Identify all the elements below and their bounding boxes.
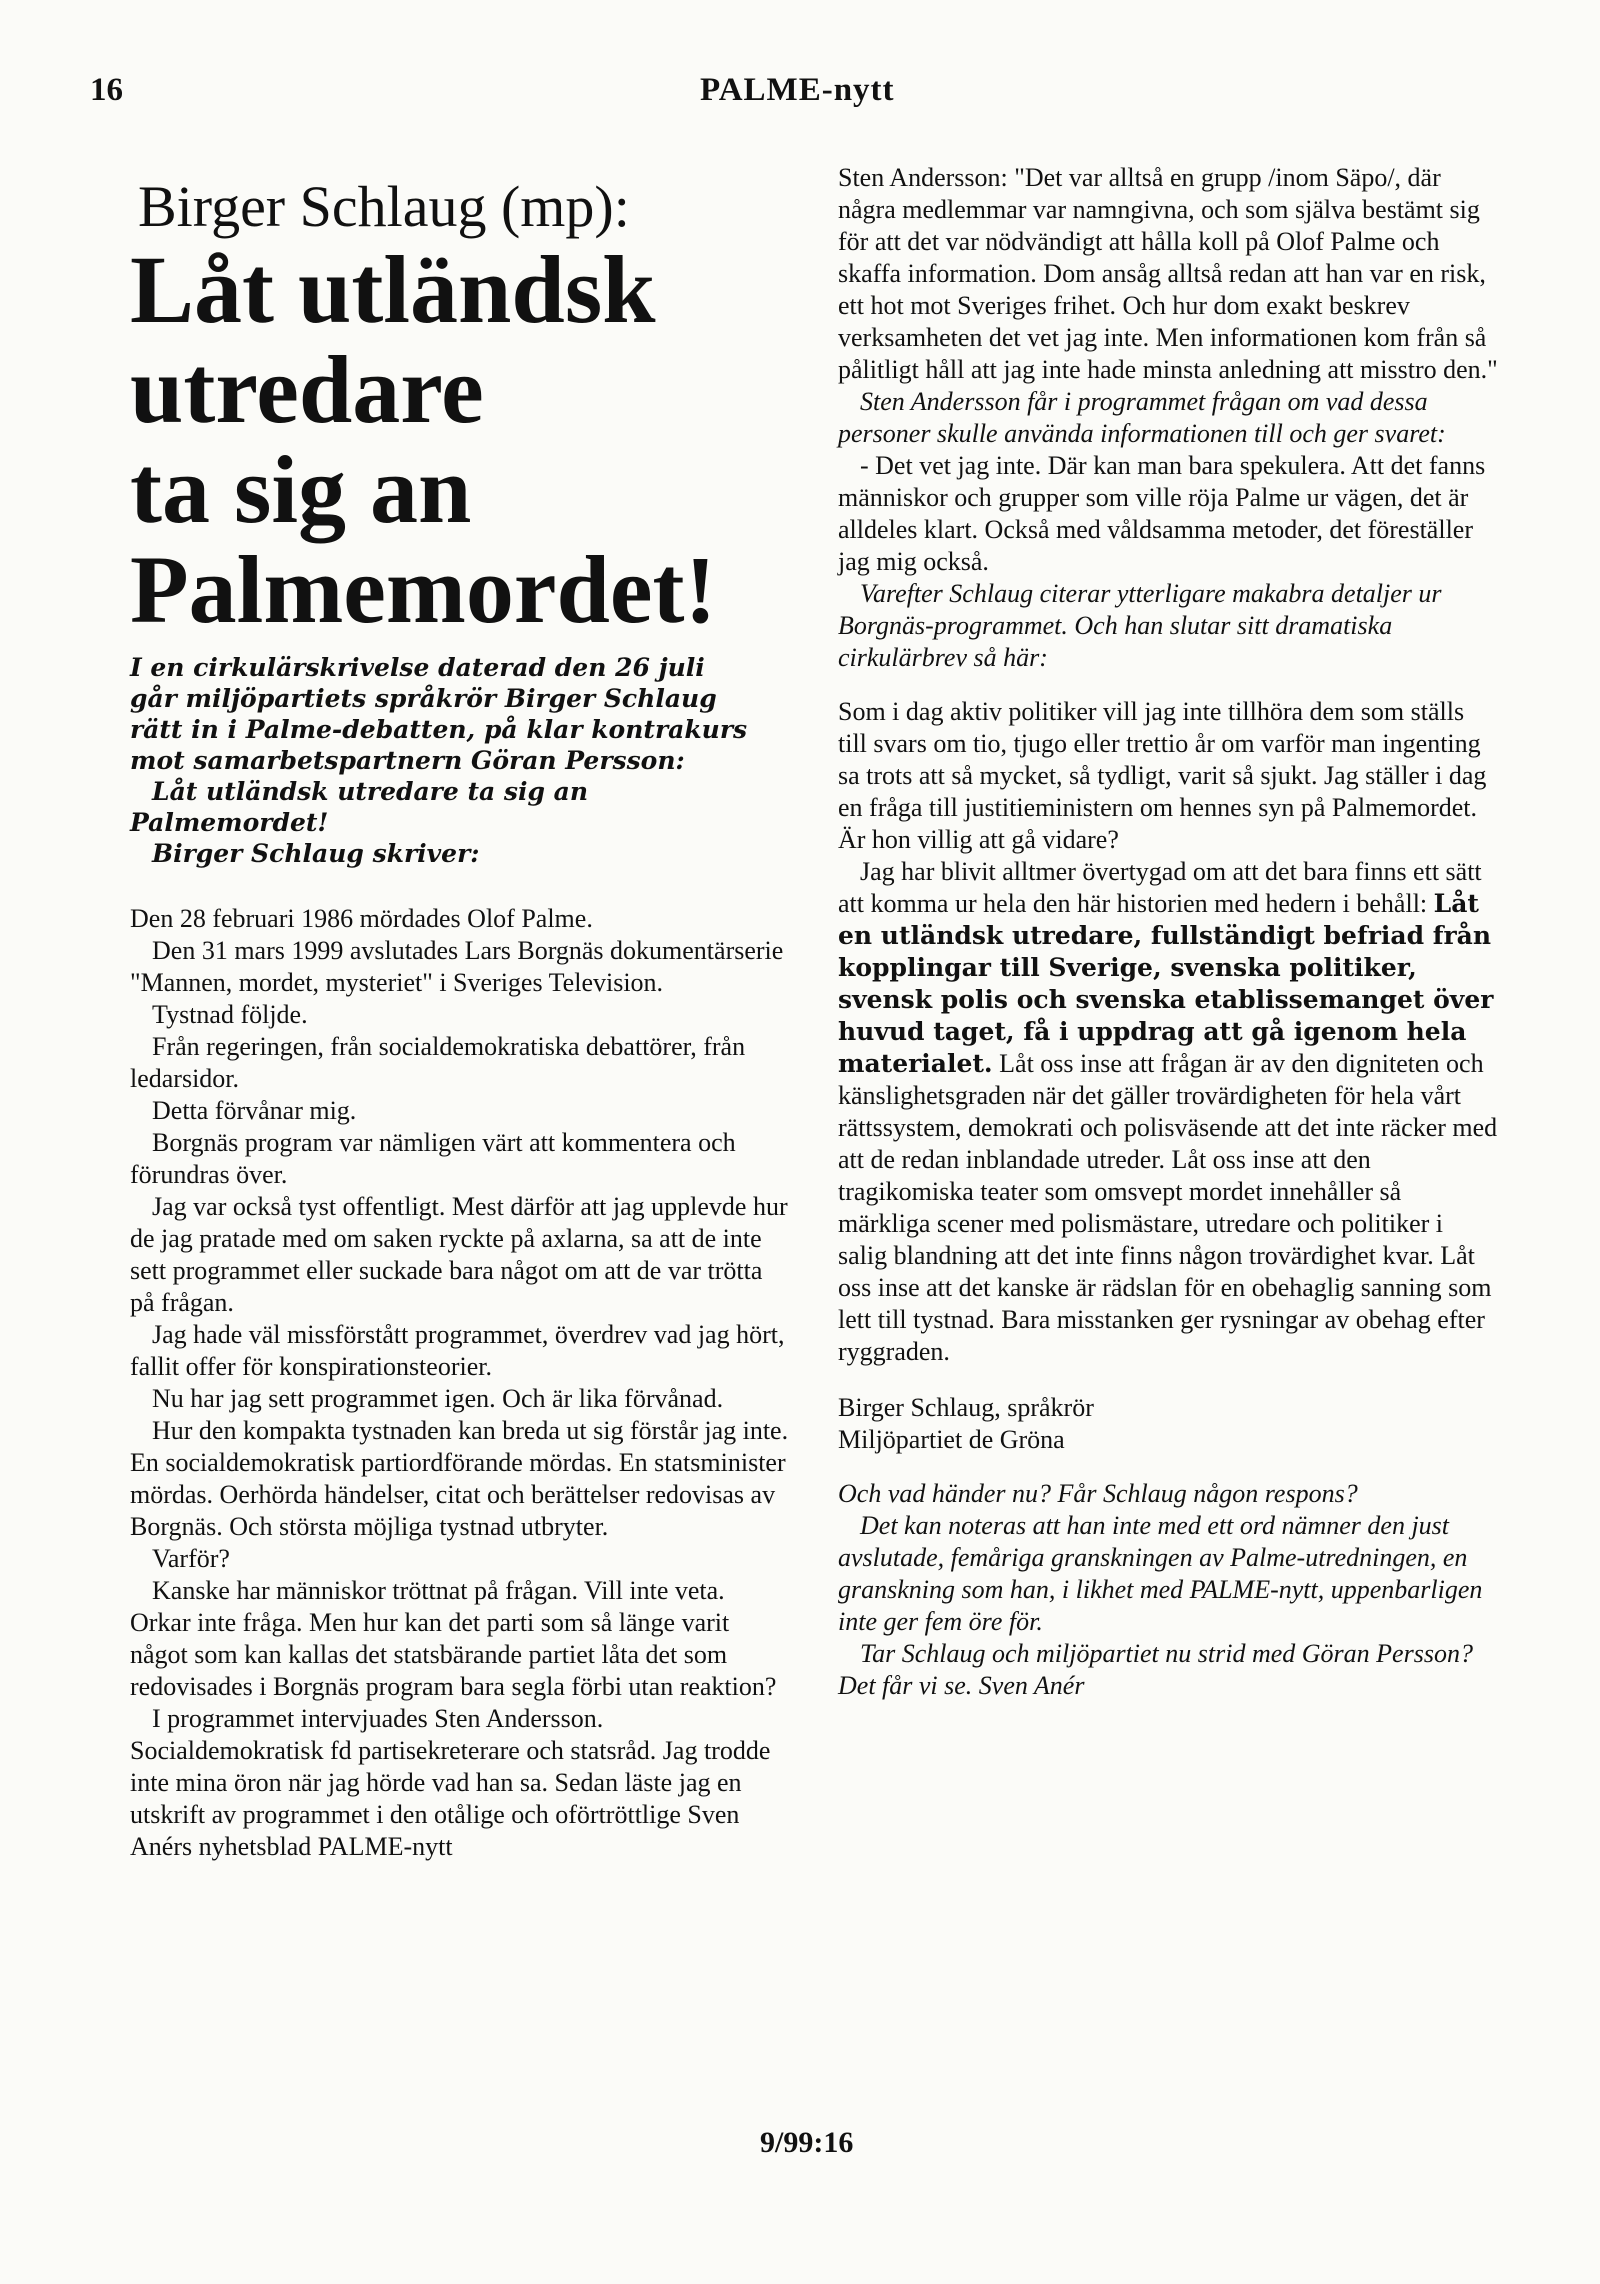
lead-line: Låt utländsk utredare ta sig an	[152, 777, 589, 806]
body-paragraph: Kanske har människor tröttnat på frågan. Vill inte veta. Orkar inte fråga. Men hur kan det parti som så länge varit något som kan kallas det statsbärande partiet låta det som redovisades i Borgnäs program bara segla förbi utan reaktion?	[130, 1576, 777, 1701]
lead-line: Birger Schlaug skriver:	[152, 839, 480, 868]
closing-paragraph: Tar Schlaug och miljöpartiet nu strid med Göran Persson? Det får vi se. Sven Anér	[838, 1639, 1473, 1700]
quote-paragraph: - Det vet jag inte. Där kan man bara spekulera. Att det fanns människor och grupper som ville röja Palme ur vägen, det är alldeles klart. Också med våldsamma metoder, det föreställer jag mig också.	[838, 451, 1486, 576]
page-number: 16	[90, 72, 123, 108]
right-column	[838, 162, 1498, 1702]
body-paragraph: Varför?	[152, 1544, 230, 1573]
body-paragraph: Nu har jag sett programmet igen. Och är lika förvånad.	[152, 1384, 724, 1413]
body-paragraph: Den 31 mars 1999 avslutades Lars Borgnäs dokumentärserie "Mannen, mordet, mysteriet" i Sveriges Television.	[130, 936, 784, 997]
letter-paragraph	[838, 856, 1498, 1368]
body-paragraph: Den 28 februari 1986 mördades Olof Palme.	[130, 904, 593, 933]
letter-text: Jag har blivit alltmer övertygad om att det bara finns ett sätt att komma ur hela den här historien med hedern i behåll:	[838, 857, 1482, 918]
editor-note: Varefter Schlaug citerar ytterligare makabra detaljer ur Borgnäs-programmet. Och han slutar sitt dramatiska cirkulärbrev så här:	[838, 579, 1442, 672]
article-lead	[130, 652, 790, 869]
issue-number: 9/99:16	[760, 2126, 854, 2159]
headline-line: Låt utländsk	[130, 236, 656, 343]
body-paragraph: Borgnäs program var nämligen värt att kommentera och förundras över.	[130, 1128, 736, 1189]
letter-emphasis: Låt en utländsk utredare, fullständigt befriad från kopplingar till Sverige, svenska politiker, svensk polis och svenska etablissemanget över huvud taget, få i uppdrag att gå igenom hela materialet.	[838, 889, 1494, 1078]
left-column	[130, 162, 790, 1863]
body-paragraph: I programmet intervjuades Sten Andersson. Socialdemokratisk fd partisekreterare och statsråd. Jag trodde inte mina öron när jag hörde vad han sa. Sedan läste jag en utskrift av programmet i den otålige och oförtröttlige Sven Anérs nyhetsblad PALME-nytt	[130, 1704, 771, 1861]
left-body-text	[130, 903, 790, 1863]
article-headline	[130, 236, 790, 643]
body-paragraph: Detta förvånar mig.	[152, 1096, 357, 1125]
article-kicker: Birger Schlaug (mp):	[138, 174, 630, 239]
closing-paragraph: Det kan noteras att han inte med ett ord nämner den just avslutade, femåriga granskningen av Palme-utredningen, en granskning som han, i likhet med PALME-nytt, uppenbarligen inte ger fem öre för.	[838, 1511, 1483, 1636]
body-paragraph: Hur den kompakta tystnaden kan breda ut sig förstår jag inte. En socialdemokratisk partiordförande mördas. En statsminister mördas. Oerhörda händelser, citat och berättelser redovisas av Borgnäs. Och största möjliga tystnad utbryter.	[130, 1416, 789, 1541]
signature-line: Miljöpartiet de Gröna	[838, 1425, 1065, 1454]
lead-line: går miljöpartiets språkrör Birger Schlaug	[130, 684, 717, 713]
body-paragraph: Jag hade väl missförstått programmet, överdrev vad jag hört, fallit offer för konspirationsteorier.	[130, 1320, 785, 1381]
lead-line: I en cirkulärskrivelse daterad den 26 juli	[130, 653, 705, 682]
lead-line: mot samarbetspartnern Göran Persson:	[130, 746, 685, 775]
body-paragraph: Från regeringen, från socialdemokratiska debattörer, från ledarsidor.	[130, 1032, 746, 1093]
editor-note: Sten Andersson får i programmet frågan om vad dessa personer skulle använda informationen till och ger svaret:	[838, 387, 1446, 448]
lead-line: Palmemordet!	[130, 808, 329, 837]
closing-paragraph: Och vad händer nu? Får Schlaug någon respons?	[838, 1479, 1358, 1508]
publication-title: PALME-nytt	[700, 72, 895, 108]
letter-paragraph: Som i dag aktiv politiker vill jag inte tillhöra dem som ställs till svars om tio, tjugo eller trettio år om varför man ingenting sa trots att så mycket, så tydligt, varit så sjukt. Jag ställer i dag en fråga till justitieministern om hennes syn på Palmemordet. Är hon villig att gå vidare?	[838, 697, 1487, 854]
signature	[838, 1392, 1498, 1456]
headline-line: utredare	[130, 336, 484, 443]
signature-line: Birger Schlaug, språkrör	[838, 1393, 1094, 1422]
lead-line: rätt in i Palme-debatten, på klar kontrakurs	[130, 715, 748, 744]
headline-line: ta sig an	[130, 436, 472, 543]
body-paragraph: Jag var också tyst offentligt. Mest därför att jag upplevde hur de jag pratade med om saken ryckte på axlarna, sa att de inte sett programmet eller suckade bara något om att de var trötta på frågan.	[130, 1192, 788, 1317]
body-paragraph: Tystnad följde.	[152, 1000, 308, 1029]
letter-text: Låt oss inse att frågan är av den digniteten och känslighetsgraden när det gäller trovärdigheten för hela vårt rättssystem, demokrati och polisväsende att det inte räcker med att de redan inblandade utreder. Låt oss inse att den tragikomiska teater som omsvept mordet innehåller så märkliga scener med polismästare, utredare och politiker i salig blandning att det inte finns någon trovärdighet kvar. Låt oss inse att det kanske är rädslan för en obehaglig sanning som lett till tystnad. Bara misstanken ger rysningar av obehag efter ryggraden.	[838, 1049, 1498, 1366]
quote-paragraph: Sten Andersson: "Det var alltså en grupp /inom Säpo/, där några medlemmar var namngivna, och som själva bestämt sig för att det var nödvändigt att hålla koll på Olof Palme och skaffa information. Dom ansåg alltså redan att han var en risk, ett hot mot Sveriges frihet. Och hur dom exakt beskrev verksamheten det vet jag inte. Men informationen kom från så pålitligt håll att jag inte hade minsta anledning att misstro den."	[838, 163, 1498, 384]
headline-line: Palmemordet!	[130, 536, 717, 643]
